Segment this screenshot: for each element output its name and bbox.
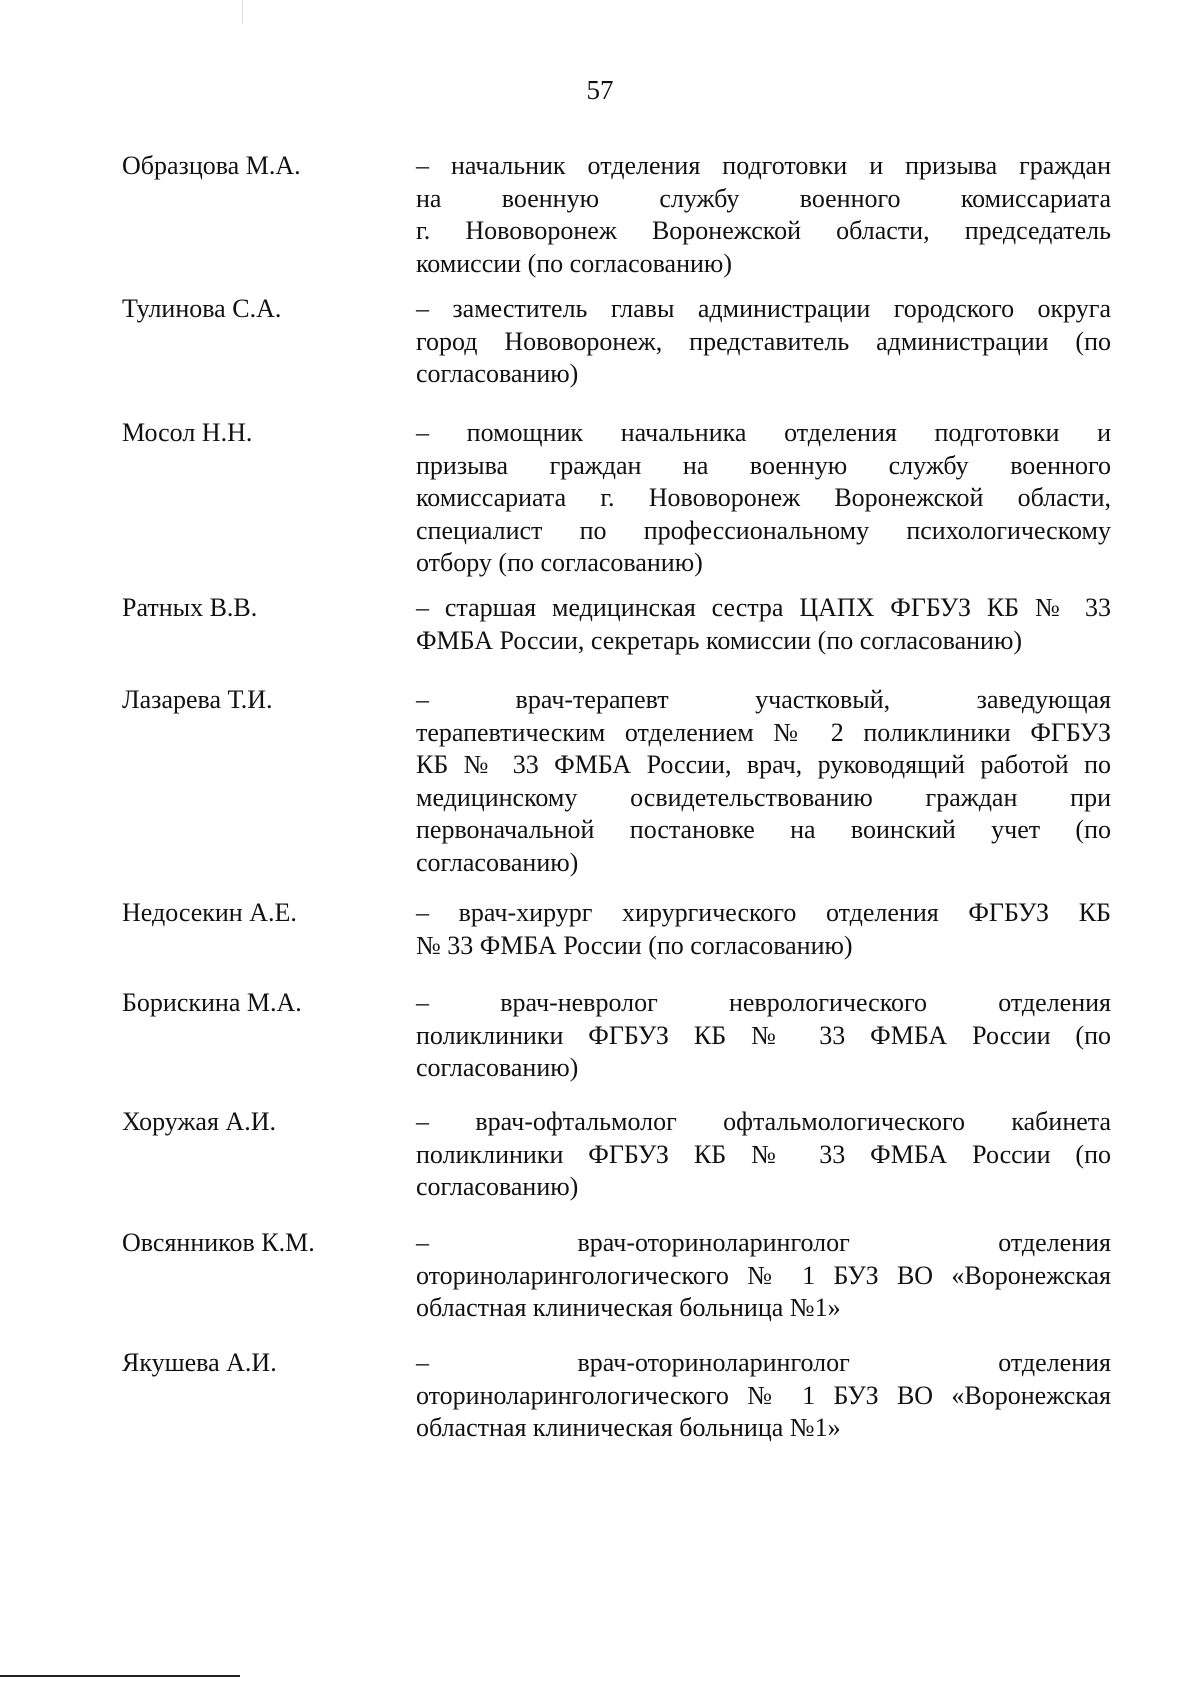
member-name: Ратных В.В.: [122, 593, 258, 622]
member-role: [416, 897, 1111, 962]
member-role: [416, 684, 1111, 879]
member-role-line: – старшая медицинская сестра ЦАПХ ФГБУЗ КБ № 33: [416, 593, 1111, 622]
member-role-line: специалист по профессиональному психологическому: [416, 515, 1111, 545]
member-name: Овсянников К.М.: [122, 1228, 315, 1257]
member-name: Тулинова С.А.: [122, 294, 282, 323]
member-role-line: на военную службу военного комиссариата: [416, 183, 1111, 213]
member-role-line: – врач-оториноларинголог отделения: [416, 1228, 1111, 1257]
member-name: Лазарева Т.И.: [122, 685, 273, 714]
member-role-line: – врач-хирург хирургического отделения ФГБУЗ КБ: [416, 898, 1111, 927]
member-role: [416, 1106, 1111, 1204]
member-role-line: комиссии (по согласованию): [416, 248, 732, 278]
member-role-line: отбору (по согласованию): [416, 548, 703, 577]
member-role-line: поликлиники ФГБУЗ КБ № 33 ФМБА России (по: [416, 1139, 1111, 1169]
footnote-rule: [0, 1675, 240, 1677]
member-role: [416, 293, 1111, 391]
member-role-line: город Нововоронеж, представитель администрации (по: [416, 326, 1111, 356]
page-number: 57: [586, 75, 614, 105]
member-name: Образцова М.А.: [122, 151, 301, 180]
member-name: Мосол Н.Н.: [122, 418, 253, 447]
member-role: [416, 150, 1111, 280]
member-name: Борискина М.А.: [122, 988, 302, 1017]
member-role-line: – врач-офтальмолог офтальмологического кабинета: [416, 1107, 1111, 1136]
member-role-line: оториноларингологического № 1 БУЗ ВО «Воронежская: [416, 1260, 1111, 1290]
member-role-line: согласованию): [416, 1053, 579, 1082]
member-role-line: оториноларингологического № 1 БУЗ ВО «Воронежская: [416, 1380, 1111, 1410]
member-role-line: медицинскому освидетельствованию граждан при: [416, 782, 1111, 812]
member-name: Якушева А.И.: [122, 1348, 277, 1377]
member-role-line: первоначальной постановке на воинский учет (по: [416, 815, 1111, 844]
member-role-line: – врач-невролог неврологического отделения: [416, 988, 1111, 1017]
member-role-line: г. Нововоронеж Воронежской области, председатель: [416, 216, 1111, 245]
member-role-line: – заместитель главы администрации городского округа: [416, 294, 1111, 323]
member-role-line: согласованию): [416, 359, 579, 388]
member-role: [416, 987, 1111, 1085]
scan-mark: [242, 0, 243, 24]
member-role-line: призыва граждан на военную службу военного: [416, 450, 1111, 480]
member-role-line: согласованию): [416, 847, 579, 877]
member-role-line: терапевтическим отделением № 2 поликлиники ФГБУЗ: [416, 717, 1111, 747]
member-role-line: – врач-терапевт участковый, заведующая: [416, 685, 1111, 714]
member-role: [416, 417, 1111, 580]
member-role-line: – начальник отделения подготовки и призыва граждан: [416, 151, 1111, 180]
member-role-line: согласованию): [416, 1172, 579, 1201]
member-role: [416, 1347, 1111, 1445]
member-name: Хоружая А.И.: [122, 1107, 276, 1136]
member-role-line: – помощник начальника отделения подготовки и: [416, 418, 1111, 447]
member-role-line: областная клиническая больница №1»: [416, 1413, 841, 1442]
member-role-line: КБ № 33 ФМБА России, врач, руководящий работой по: [416, 750, 1111, 779]
member-role: [416, 592, 1111, 657]
member-role-line: – врач-оториноларинголог отделения: [416, 1348, 1111, 1377]
member-role-line: областная клиническая больница №1»: [416, 1293, 841, 1322]
member-role: [416, 1227, 1111, 1325]
member-name: Недосекин А.Е.: [122, 898, 297, 927]
member-role-line: ФМБА России, секретарь комиссии (по согласованию): [416, 625, 1023, 655]
member-role-line: поликлиники ФГБУЗ КБ № 33 ФМБА России (по: [416, 1020, 1111, 1050]
member-role-line: № 33 ФМБА России (по согласованию): [416, 930, 853, 960]
member-role-line: комиссариата г. Нововоронеж Воронежской области,: [416, 483, 1111, 512]
